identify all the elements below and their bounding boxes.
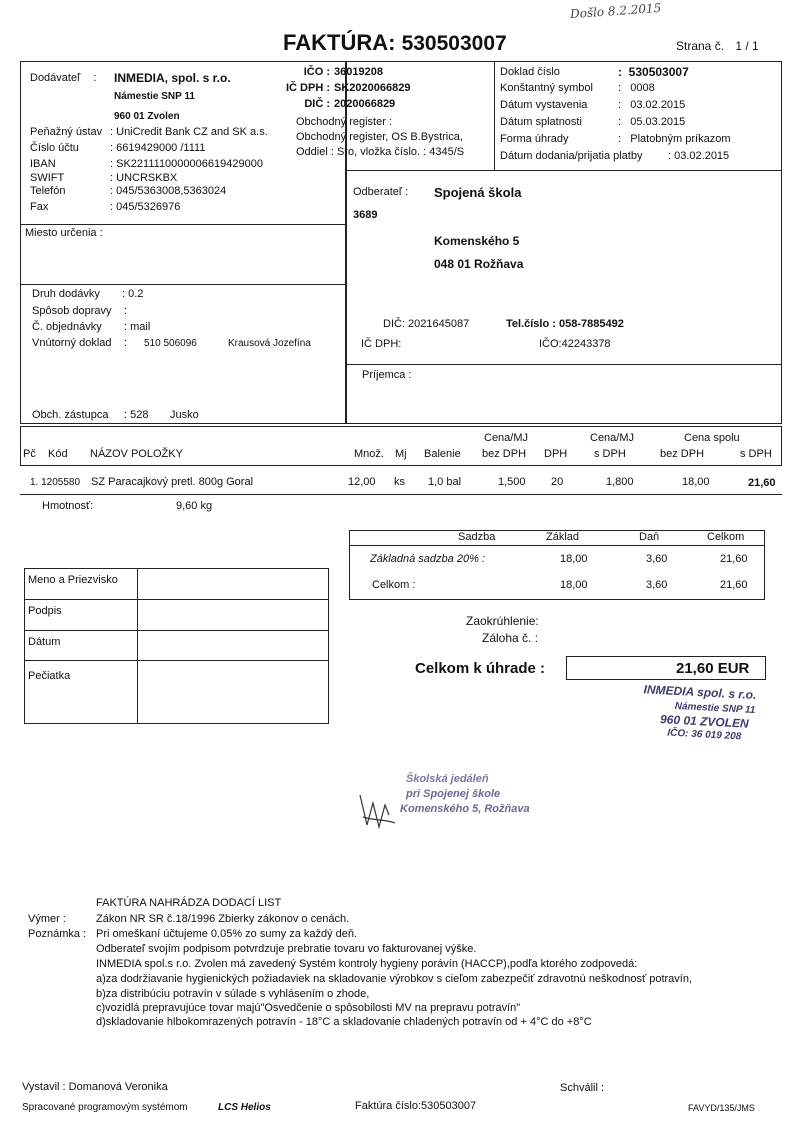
vat-total-label: Celkom :	[372, 579, 416, 591]
items-table-header	[20, 426, 782, 466]
divider	[20, 224, 346, 225]
divider	[20, 284, 346, 285]
register-line1: Obchodný register, OS B.Bystrica,	[296, 131, 463, 143]
col-header-total: Cena spolu	[684, 432, 740, 444]
vat-header-total: Celkom	[707, 531, 745, 543]
customer-ico: IČO:42243378	[539, 338, 611, 350]
signature-stamp-label: Pečiatka	[28, 670, 71, 682]
doc-info-value: : 0008	[618, 82, 655, 94]
page-indicator	[676, 39, 759, 53]
supplier-bank-label: Peňažný ústav	[30, 126, 103, 138]
ico-label: IČO :	[303, 66, 330, 78]
supplier-bank: : UniCredit Bank CZ and SK a.s.	[110, 126, 268, 138]
item-name: SZ Paracajkový pretl. 800g Goral	[91, 476, 254, 488]
vat-total-base: 18,00	[560, 579, 588, 591]
issued-by: Vystavil : Domanová Veronika	[22, 1081, 168, 1093]
divider	[24, 660, 329, 661]
transport-label: Spôsob dopravy	[32, 305, 112, 317]
supplier-phone: : 045/5363008,5363024	[110, 185, 227, 197]
customer-label: Odberateľ :	[353, 186, 409, 198]
due-date-value: 05.03.2015	[630, 116, 686, 128]
divider	[349, 545, 765, 546]
doc-info-label: Dátum splatnosti	[500, 116, 582, 128]
divider	[346, 364, 782, 365]
doc-info-label: Forma úhrady	[500, 133, 569, 145]
supplier-swift-label: SWIFT	[30, 172, 65, 184]
stamp-line: pri Spojenej škole	[406, 788, 501, 800]
divider	[137, 568, 138, 724]
col-header-price-no-vat-sub: bez DPH	[482, 448, 527, 460]
stamp-line: Komenského 5, Rožňava	[400, 803, 530, 815]
supplier-iban: : SK2211110000006619429000	[110, 158, 263, 170]
supplier-fax-value: 045/5326976	[116, 201, 181, 213]
customer-code: 3689	[353, 209, 378, 221]
vat-row-base: 18,00	[560, 553, 588, 565]
order-value: : mail	[124, 321, 151, 333]
supplier-account: : 6619429000 /1111	[110, 142, 206, 154]
rounding-label: Zaokrúhlenie:	[466, 614, 539, 628]
col-header-price-no-vat: Cena/MJ	[484, 432, 529, 444]
dic-value: 2020066829	[334, 98, 396, 110]
vymer-label: Výmer :	[28, 913, 66, 925]
issue-date-value: 03.02.2015	[630, 99, 686, 111]
vat-header-tax: Daň	[639, 531, 660, 543]
ico-value: 36019208	[334, 66, 383, 78]
vat-total-total: 21,60	[720, 579, 748, 591]
item-pack: 1,0 bal	[428, 476, 462, 488]
supplier-phone-label: Telefón	[30, 185, 66, 197]
sales-agent-code: : 528	[124, 409, 149, 421]
supplier-name: INMEDIA, spol. s r.o.	[114, 71, 231, 85]
invoice-title-label: FAKTÚRA:	[283, 30, 396, 55]
vat-total-tax: 3,60	[646, 579, 668, 591]
stamp-line: Námestie SNP 11	[674, 700, 756, 717]
col-header-price-vat-sub: s DPH	[594, 448, 626, 460]
note-line: Pri omeškaní účtujeme 0.05% zo sumy za každý deň.	[96, 928, 358, 940]
doc-info-value: : Platobným príkazom	[618, 133, 731, 145]
supplier-city: 960 01 Zvolen	[114, 111, 180, 122]
payment-form-value: Platobným príkazom	[630, 133, 731, 145]
item-price-vat: 1,800	[606, 476, 634, 488]
signature-name-label: Meno a Priezvisko	[28, 574, 118, 586]
item-price-no-vat: 1,500	[498, 476, 526, 488]
sales-agent-name: Jusko	[170, 409, 199, 421]
page-label: Strana č.	[676, 39, 725, 53]
invoice-title	[283, 30, 507, 56]
customer-dic: DIČ: 2021645087	[383, 318, 470, 330]
col-header-total-no-vat: bez DPH	[660, 448, 705, 460]
item-total-no-vat: 18,00	[682, 476, 710, 488]
delivery-date-label: Dátum dodania/prijatia platby	[500, 150, 643, 162]
item-code: 1. 1205580	[30, 477, 81, 488]
supplier-fax: : 045/5326976	[110, 201, 181, 213]
signature-sign-label: Podpis	[28, 605, 62, 617]
weight-value: 9,60 kg	[176, 500, 213, 512]
customer-name: Spojená škola	[434, 185, 522, 200]
stamp-line: IČO: 36 019 208	[667, 727, 742, 743]
doc-info-label: Doklad číslo	[500, 66, 560, 78]
dic-label: DIČ :	[304, 98, 330, 110]
supplier-iban-value: SK2211110000006619429000	[116, 158, 263, 170]
note-line: INMEDIA spol.s r.o. Zvolen má zavedený Systém kontroly hygieny porávín (HACCP),podľa ktorého zodpovedá:	[96, 958, 638, 970]
delivery-type-value: : 0.2	[122, 288, 144, 300]
stamp-line: Školská jedáleň	[406, 773, 489, 785]
icdph-label: IČ DPH :	[286, 82, 330, 94]
sales-agent-label: Obch. zástupca	[32, 409, 109, 421]
col-header-price-vat: Cena/MJ	[590, 432, 635, 444]
customer-icdph: IČ DPH:	[361, 338, 402, 350]
register-line2: Oddiel : Sro, vložka číslo. : 4345/S	[296, 146, 465, 158]
col-header-total-vat: s DPH	[740, 448, 772, 460]
stamp-line: INMEDIA spol. s r.o.	[643, 682, 757, 703]
supplier-label-text: Dodávateľ	[30, 72, 81, 84]
item-total-vat: 21,60	[748, 477, 776, 489]
divider	[24, 630, 329, 631]
footer-invoice-value: 530503007	[421, 1100, 477, 1112]
supplier-street: Námestie SNP 11	[114, 91, 195, 102]
approved-by: Schválil :	[560, 1082, 605, 1094]
icdph-value: SK2020066829	[334, 82, 411, 94]
divider	[346, 170, 782, 171]
software-label: Spracované programovým systémom	[22, 1102, 188, 1113]
internal-doc-number: 510 506096	[144, 338, 197, 349]
doc-info-label: Konštantný symbol	[500, 82, 593, 94]
customer-city: 048 01 Rožňava	[434, 257, 524, 271]
note-label: Poznámka :	[28, 928, 87, 940]
footer-invoice-label: Faktúra číslo:	[355, 1100, 422, 1112]
stamp-line: 960 01 ZVOLEN	[659, 712, 750, 731]
vymer-text: Zákon NR SR č.18/1996 Zbierky zákonov o cenách.	[96, 913, 350, 925]
vat-header-rate: Sadzba	[458, 531, 496, 543]
software-name: LCS Helios	[218, 1102, 271, 1113]
notes-heading: FAKTÚRA NAHRÁDZA DODACÍ LIST	[96, 897, 282, 909]
customer-phone: Tel.číslo : 058-7885492	[506, 318, 624, 330]
doc-info-value: : 530503007	[618, 65, 689, 79]
constant-symbol-value: 0008	[630, 82, 655, 94]
register-label: Obchodný register :	[296, 116, 392, 128]
note-line: d)skladovanie hlbokomrazených potravín - 18°C a skladovanie chladených potravín od + 4°C do +8°C	[96, 1016, 592, 1028]
col-header-name: NÁZOV POLOŽKY	[90, 448, 183, 460]
vat-header-base: Základ	[546, 531, 580, 543]
divider	[494, 61, 495, 170]
page-value: 1 / 1	[735, 39, 759, 53]
signature-table	[24, 568, 329, 724]
note-line: b)za distribúciu potravín v súlade s vyhlásením o zhode,	[96, 988, 370, 1000]
total-due-value: 21,60 EUR	[676, 660, 750, 677]
supplier-account-label: Číslo účtu	[30, 142, 79, 154]
total-due-label: Celkom k úhrade :	[415, 660, 546, 677]
handwritten-signature	[355, 785, 405, 835]
footer-code: FAVYD/135/JMS	[688, 1103, 755, 1113]
note-line: c)vozidlá prepravujúce tovar majú"Osvedčenie o spôsobilosti MV na prepravu potravín"	[96, 1002, 521, 1014]
weight-label: Hmotnosť:	[42, 500, 94, 512]
item-vat: 20	[551, 476, 564, 488]
internal-doc-person: Krausová Jozefína	[228, 338, 311, 349]
transport-value: :	[124, 305, 128, 317]
item-qty: 12,00	[348, 476, 376, 488]
advance-label: Záloha č. :	[482, 631, 539, 645]
note-line: a)za dodržiavanie hygienických požiadaviek na skladovanie výrobkov s cieľom zabezpečiť zdravotnú neškodnosť potravín,	[96, 973, 693, 985]
supplier-account-value: 6619429000 /1111	[116, 142, 206, 154]
col-header-vat: DPH	[544, 448, 568, 460]
handwritten-date-note: Došlo 8.2.2015	[569, 0, 662, 22]
vat-row-total: 21,60	[720, 553, 748, 565]
signature-date-label: Dátum	[28, 636, 61, 648]
col-header-qty: Množ.	[354, 448, 384, 460]
destination-label: Miesto určenia :	[25, 227, 103, 239]
vat-row-tax: 3,60	[646, 553, 668, 565]
doc-info-value: : 05.03.2015	[618, 116, 686, 128]
delivery-type-label: Druh dodávky	[32, 288, 100, 300]
customer-street: Komenského 5	[434, 234, 520, 248]
order-label: Č. objednávky	[32, 321, 102, 333]
col-header-pc: Pč	[23, 448, 36, 460]
supplier-swift: : UNCRSKBX	[110, 172, 178, 184]
vat-row-label: Základná sadzba 20% :	[370, 553, 485, 565]
divider	[24, 599, 329, 600]
doc-number-value: 530503007	[628, 65, 689, 79]
supplier-iban-label: IBAN	[30, 158, 56, 170]
note-line: Odberateľ svojím podpisom potvrdzuje prebratie tovaru vo fakturovanej výške.	[96, 943, 477, 955]
supplier-phone-value: 045/5363008,5363024	[116, 185, 227, 197]
col-header-kod: Kód	[48, 448, 68, 460]
invoice-title-number: 530503007	[401, 32, 507, 55]
item-mj: ks	[394, 476, 405, 488]
items-table-bottom	[20, 494, 782, 495]
delivery-date-value: : 03.02.2015	[668, 150, 730, 162]
internal-doc-colon: :	[124, 337, 128, 349]
internal-doc-label: Vnútorný doklad	[32, 337, 112, 349]
supplier-swift-value: UNCRSKBX	[116, 172, 178, 184]
supplier-label: Dodávateľ :	[30, 72, 97, 84]
recipient-label: Príjemca :	[362, 369, 412, 381]
col-header-mj: Mj	[395, 448, 407, 460]
supplier-fax-label: Fax	[30, 201, 49, 213]
footer-invoice-number	[355, 1100, 476, 1112]
doc-info-value: : 03.02.2015	[618, 99, 686, 111]
doc-info-label: Dátum vystavenia	[500, 99, 588, 111]
supplier-bank-value: UniCredit Bank CZ and SK a.s.	[116, 126, 268, 138]
col-header-pack: Balenie	[424, 448, 461, 460]
